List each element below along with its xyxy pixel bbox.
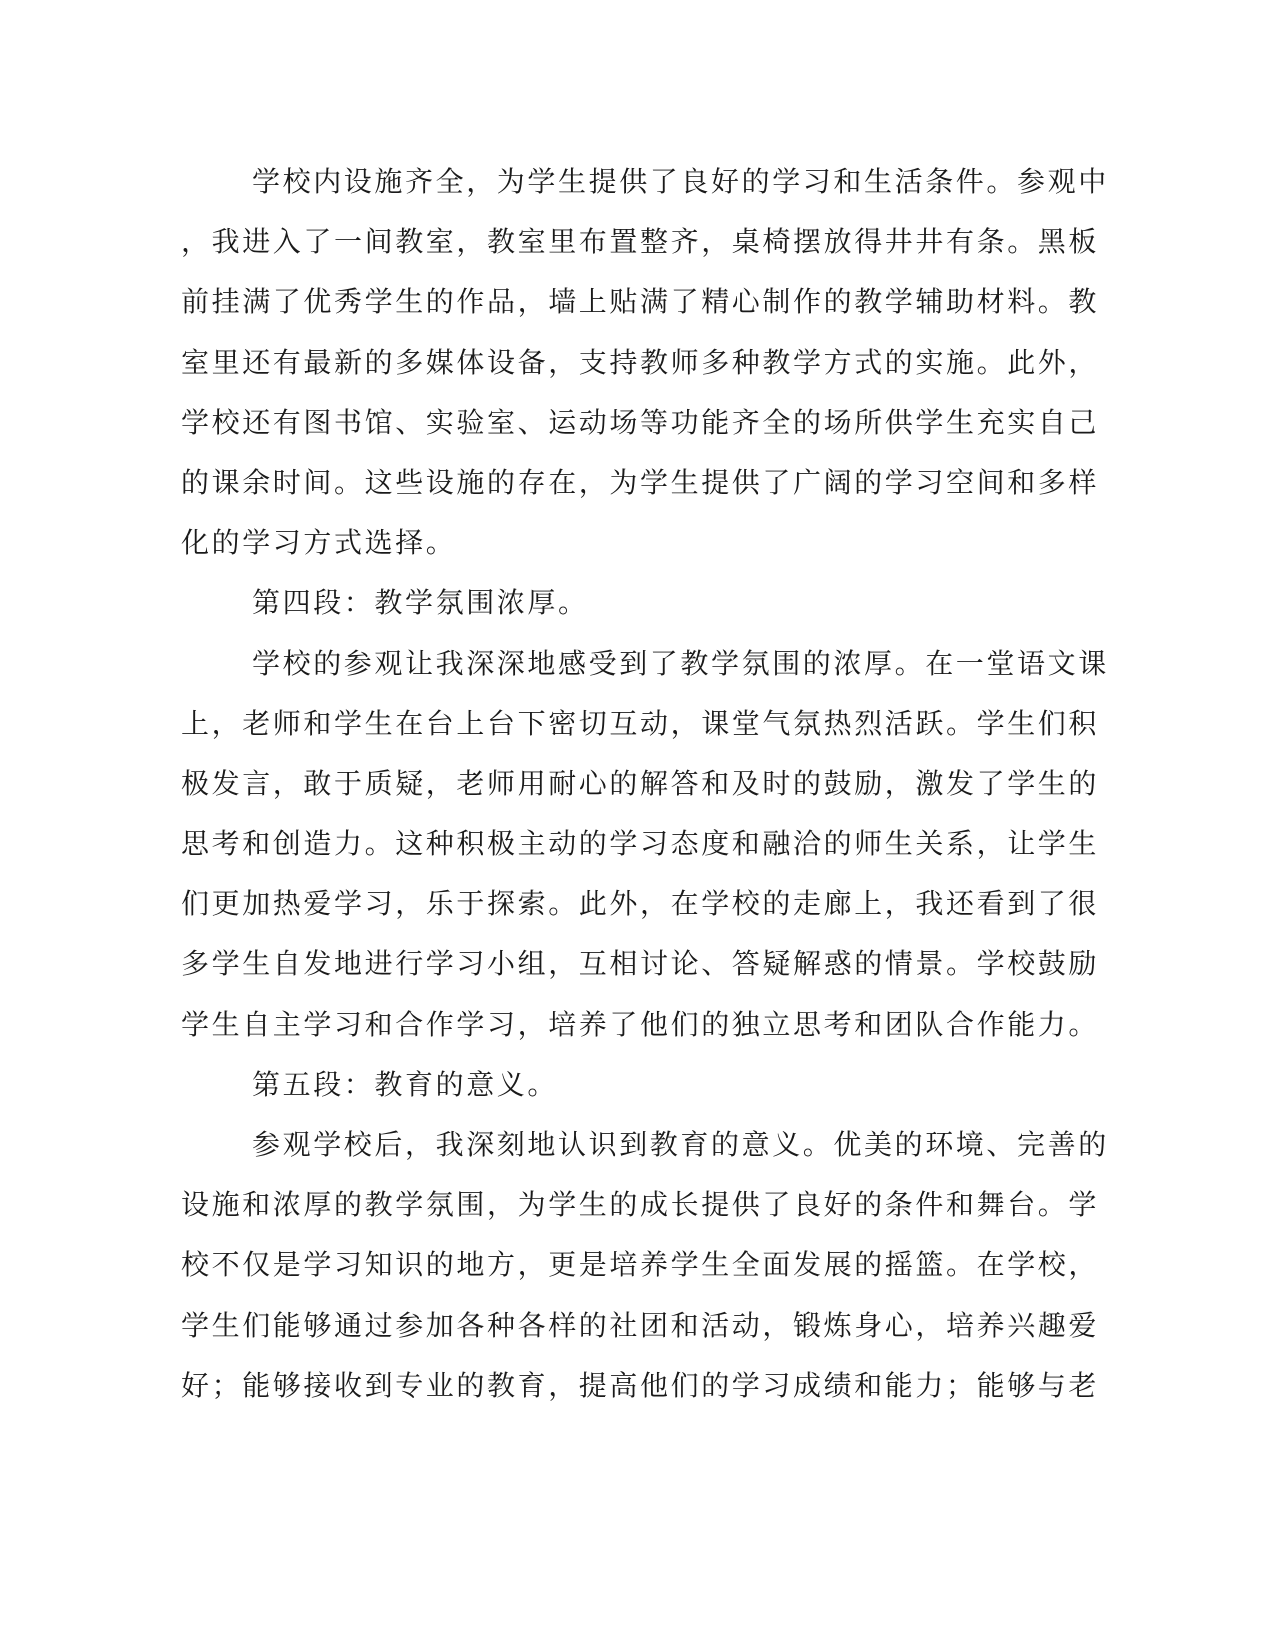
text-line: 学生自主学习和合作学习，培养了他们的独立思考和团队合作能力。	[181, 1007, 1100, 1041]
section-heading: 第四段：教学氛围浓厚。	[252, 586, 589, 620]
text-line: 学生们能够通过参加各种各样的社团和活动，锻炼身心，培养兴趣爱	[181, 1308, 1100, 1342]
text-line: 参观学校后，我深刻地认识到教育的意义。优美的环境、完善的	[252, 1128, 1109, 1161]
text-line: 设施和浓厚的教学氛围，为学生的成长提供了良好的条件和舞台。学	[181, 1188, 1100, 1222]
text-line: 的课余时间。这些设施的存在，为学生提供了广阔的学习空间和多样	[181, 465, 1100, 499]
text-line: 上，老师和学生在台上台下密切互动，课堂气氛热烈活跃。学生们积	[181, 706, 1100, 740]
text-line: 好；能够接收到专业的教育，提高他们的学习成绩和能力；能够与老	[181, 1368, 1100, 1402]
text-line: 学校的参观让我深深地感受到了教学氛围的浓厚。在一堂语文课	[252, 646, 1109, 680]
text-line: 学校内设施齐全，为学生提供了良好的学习和生活条件。参观中	[252, 165, 1109, 198]
text-line: 思考和创造力。这种积极主动的学习态度和融洽的师生关系，让学生	[181, 827, 1100, 861]
section-heading: 第五段：教育的意义。	[252, 1067, 559, 1101]
document-body	[181, 152, 1109, 1416]
text-line: 极发言，敢于质疑，老师用耐心的解答和及时的鼓励，激发了学生的	[181, 766, 1100, 800]
text-line: 们更加热爱学习，乐于探索。此外，在学校的走廊上，我还看到了很	[181, 887, 1100, 921]
text-line: 多学生自发地进行学习小组，互相讨论、答疑解惑的情景。学校鼓励	[181, 947, 1100, 981]
text-line: ，我进入了一间教室，教室里布置整齐，桌椅摆放得井井有条。黑板	[181, 225, 1100, 259]
text-line: 前挂满了优秀学生的作品，墙上贴满了精心制作的教学辅助材料。教	[181, 285, 1100, 319]
text-line: 室里还有最新的多媒体设备，支持教师多种教学方式的实施。此外，	[181, 345, 1100, 379]
text-line: 化的学习方式选择。	[181, 526, 457, 560]
text-line: 学校还有图书馆、实验室、运动场等功能齐全的场所供学生充实自己	[181, 405, 1100, 439]
text-line: 校不仅是学习知识的地方，更是培养学生全面发展的摇篮。在学校，	[181, 1248, 1100, 1282]
